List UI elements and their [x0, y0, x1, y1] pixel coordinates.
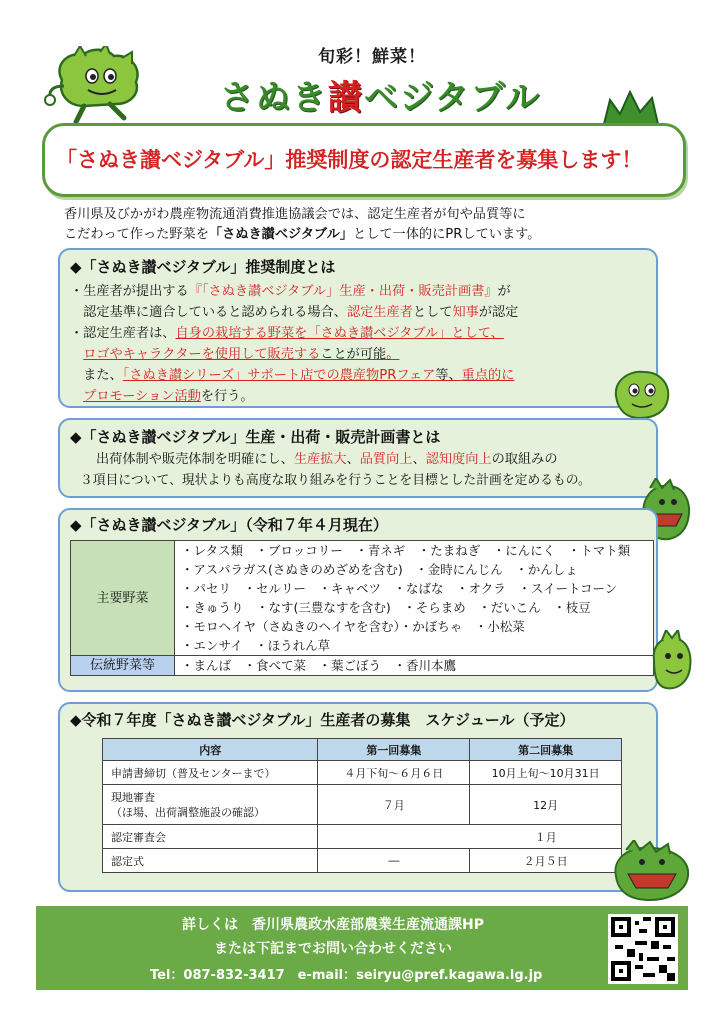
logo-tagline: 旬彩！鮮菜！: [318, 47, 426, 67]
text: 等、: [435, 368, 462, 383]
cell-first: ４月下旬～６月６日: [318, 761, 470, 785]
text: 認定基準に適合していると認められる場合、: [70, 305, 347, 320]
schedule-table: [102, 738, 622, 873]
text: ことが可能。: [320, 347, 400, 362]
logo-name-part2: 讃: [328, 78, 364, 118]
body-line: [70, 365, 518, 386]
mascot-peek-icon: [610, 366, 672, 422]
footer-line-1: 詳しくは 香川県農政水産部農業生産流通課HP: [182, 917, 484, 933]
text: の取組みの: [491, 452, 558, 467]
footer-line-3: Tel：087-832-3417 e-mail：seiryu@pref.kagawa.lg.jp: [150, 968, 543, 983]
column-header-second: 第二回募集: [470, 739, 622, 761]
row-label: 申請書締切（普及センターまで）: [103, 761, 318, 785]
cell-second: 12月: [470, 785, 622, 825]
section-plan-body: [70, 449, 591, 491]
intro-line-1: 香川県及びかがわ農産物流通消費推進協議会では、認定生産者が旬や品質等に: [64, 207, 526, 222]
highlight: 『「さぬき讃ベジタブル」生産・出荷・販売計画書』: [188, 284, 498, 299]
row-label: 認定審査会: [103, 825, 318, 849]
section-plan-heading: ◆「さぬき讃ベジタブル」生産・出荷・販売計画書とは: [70, 428, 441, 446]
list-item: ・エンサイ ・ほうれん草: [181, 638, 331, 653]
logo-name-part1: さぬき: [220, 78, 328, 118]
text: また、: [70, 368, 123, 383]
text: として: [412, 305, 453, 320]
highlight: 「さぬき讃シリーズ」サポート店での農産物PRフェア: [122, 368, 436, 383]
row-label: 認定式: [103, 849, 318, 873]
list-item: ・レタス類 ・ブロッコリー ・青ネギ ・たまねぎ ・にんにく ・トマト類: [181, 543, 631, 558]
body-line: [70, 344, 518, 365]
mascot-bottom-icon: [610, 840, 694, 904]
logo-name-part3: ベジタブル: [364, 78, 542, 118]
list-item: ・きゅうり ・なす(三豊なすを含む) ・そらまめ ・だいこん ・枝豆: [181, 600, 591, 615]
highlight: プロモーション活動: [83, 389, 201, 404]
cell-second: 10月上旬～10月31日: [470, 761, 622, 785]
qr-code-icon[interactable]: [608, 914, 678, 984]
vegetable-table: [70, 540, 654, 676]
text: [70, 347, 83, 362]
page-title: 「さぬき讃ベジタブル」推奨制度の認定生産者を募集します！: [56, 148, 643, 172]
highlight: 生産拡大: [293, 452, 347, 467]
cell-merged: １月: [318, 825, 622, 849]
traditional-vegetables-list: ・まんば ・食べて菜 ・葉ごぼう ・香川本鷹: [175, 656, 654, 676]
column-header-first: 第一回募集: [318, 739, 470, 761]
main-vegetables-list: [175, 541, 654, 656]
highlight: 認知度向上: [425, 452, 492, 467]
section-system-body: [70, 281, 518, 407]
leaf-crown-icon: [600, 88, 664, 126]
mascot-running-icon: [44, 46, 164, 128]
main-vegetables-label: 主要野菜: [71, 541, 175, 656]
body-line: [70, 302, 518, 323]
footer-line-2: または下記までお問い合わせください: [214, 941, 452, 957]
logo-name: [220, 70, 541, 119]
text: ・生産者が提出する: [70, 284, 189, 299]
body-line: [70, 386, 518, 407]
list-item: ・パセリ ・セルリー ・キャベツ ・なばな ・オクラ ・スイートコーン: [181, 581, 618, 596]
highlight: ロゴやキャラクターを使用して販売する: [83, 347, 321, 362]
row-label-main: 現地審査: [111, 790, 155, 804]
body-line: [70, 449, 591, 470]
mascot-side-icon: [644, 630, 696, 694]
text: を行う。: [200, 389, 254, 404]
traditional-vegetables-label: 伝統野菜等: [71, 656, 175, 676]
section-system-heading: ◆「さぬき讃ベジタブル」推奨制度とは: [70, 258, 336, 276]
table-row: [71, 656, 654, 676]
highlight: 認定生産者: [346, 305, 413, 320]
intro-paragraph: [64, 205, 664, 245]
highlight: 重点的に: [461, 368, 515, 383]
table-row: [71, 541, 654, 656]
highlight: 品質向上: [359, 452, 413, 467]
cell-first: ７月: [318, 785, 470, 825]
intro-brand: 「さぬき讃ベジタブル」: [208, 227, 353, 242]
body-line: ３項目について、現状よりも高度な取り組みを行うことを目標とした計画を定めるもの。: [80, 473, 591, 488]
highlight: 自身の栽培する野菜を「さぬき讃ベジタブル」として、: [175, 326, 504, 341]
text: ・認定生産者は、: [70, 326, 176, 341]
text: が認定: [478, 305, 519, 320]
text: 出荷体制や販売体制を明確にし、: [96, 452, 294, 467]
table-row: [103, 761, 622, 785]
table-row: [103, 825, 622, 849]
body-line: [70, 281, 518, 302]
cell-first: ―: [318, 849, 470, 873]
highlight: 知事: [452, 305, 479, 320]
table-row: [103, 849, 622, 873]
intro-text: として一体的にPRしています。: [352, 227, 541, 242]
column-header-content: 内容: [103, 739, 318, 761]
text: [70, 389, 83, 404]
text: が: [497, 284, 511, 299]
intro-line-2: [64, 225, 664, 245]
body-line: [70, 323, 518, 344]
table-row: [103, 785, 622, 825]
text: 、: [412, 452, 426, 467]
text: 、: [346, 452, 360, 467]
section-schedule-heading: ◆令和７年度「さぬき讃ベジタブル」生産者の募集 スケジュール（予定）: [70, 711, 575, 729]
list-item: ・モロヘイヤ（さぬきのヘイヤを含む）・かぼちゃ ・小松菜: [181, 619, 525, 634]
intro-text: こだわって作った野菜を: [64, 227, 209, 242]
cell-second: ２月５日: [470, 849, 622, 873]
list-item: ・アスパラガス(さぬきのめざめを含む) ・金時にんじん ・かんしょ: [181, 562, 578, 577]
section-vegetables-heading: ◆「さぬき讃ベジタブル」（令和７年４月現在）: [70, 516, 388, 534]
row-label-sub: （ほ場、出荷調整施設の確認）: [111, 805, 265, 819]
table-header-row: [103, 739, 622, 761]
row-label: [103, 785, 318, 825]
